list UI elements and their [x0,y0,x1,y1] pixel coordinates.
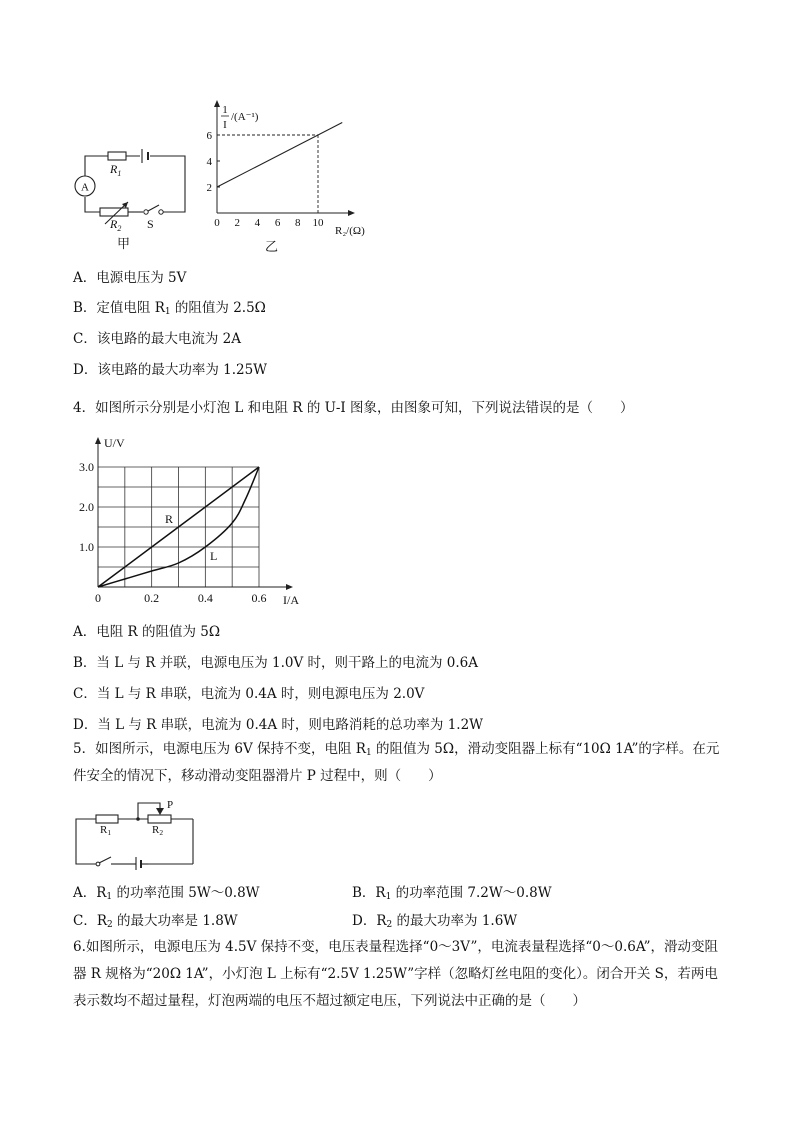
circuit-diagram-q5 [70,795,200,870]
y-label-unit: /(A⁻¹) [231,111,259,123]
q3-option-b: B．定值电阻 $R_1$ 的阻值为 2.5Ω [73,300,266,317]
y-tick-label: 4 [206,156,212,168]
x-axis-arrow-icon [348,210,355,216]
q4-stem: 4．如图所示分别是小灯泡 L 和电阻 R 的 U-I 图象，由图象可知，下列说法错误的是（ ） [73,400,634,416]
y-axis-arrow-icon [214,100,220,107]
series-label-r: R [165,512,174,526]
r2-label: R2 [152,824,164,837]
x-tick-label: 4 [254,217,261,229]
y-axis-arrow-icon [95,437,101,444]
q4-option-a: A．电阻 R 的阻值为 5Ω [73,624,221,640]
r1-label: $R_1$ [110,162,122,178]
ui-graph [70,432,315,612]
x-tick-label: 8 [295,217,301,229]
x-axis-label: R₂/(Ω) [335,225,365,237]
q3-option-c: C．该电路的最大电流为 2A [73,331,241,347]
data-line-series [217,123,342,187]
rheostat-r2 [148,815,171,823]
y-axis-label: U/V [104,436,125,450]
q4-option-b: B．当 L 与 R 并联，电源电压为 1.0V 时，则干路上的电流为 0.6A [73,655,479,671]
switch-contact [159,210,163,214]
slider-label-p: P [167,799,174,811]
q6-stem: 6.如图所示，电源电压为 4.5V 保持不变，电压表量程选择“0～3V”，电流表量程选择“0～0.6A”，滑动变阻器 R 规格为“20Ω 1A”，小灯泡 L 上标有“2.5V 1.25W”字样（忽略灯丝电阻的变化）。闭合开关 S，若两电表示数均不超过量程，灯泡两端的电压不超过额定电压，下列说法中正确的是（ ） [73,939,719,1009]
x-tick-label: 0 [95,591,101,605]
x-tick-label: 10 [312,217,324,229]
q5-stem: 5．如图所示，电源电压为 6V 保持不变，电阻 $R_1$ 的阻值为 5Ω，滑动变阻器上标有“10Ω 1A”的字样。在元件安全的情况下，移动滑动变阻器滑片 P 过程中，则（ ） [73,741,720,784]
y-tick-label: 3.0 [79,460,94,474]
q4-option-c: C．当 L 与 R 串联，电流为 0.4A 时，则电源电压为 2.0V [73,686,425,702]
x-tick-label: 0.2 [144,591,160,605]
switch-contact [144,210,148,214]
x-tick-label: 6 [274,217,281,229]
q5-option-b: B．$R_1$ 的功率范围 7.2W～0.8W [352,885,552,902]
resistor-r1 [96,815,118,823]
x-tick-label: 0.6 [251,591,267,605]
q3-option-a: A．电源电压为 5V [73,270,187,286]
y-label-denominator: I [223,119,227,131]
q5-option-d: D．$R_2$ 的最大功率为 1.6W [352,913,518,930]
r2-label: $R_2$ [110,217,122,233]
y-tick-label: 2 [206,182,212,194]
x-tick-label: 0 [214,217,220,229]
y-tick-label: 6 [206,130,212,142]
q5-option-c: C．$R_2$ 的最大功率是 1.8W [73,913,238,930]
y-label-numerator: 1 [222,104,228,116]
q4-option-d: D．当 L 与 R 串联，电流为 0.4A 时，则电路消耗的总功率为 1.2W [73,717,484,733]
x-axis-label: I/A [283,593,299,607]
resistor-r1 [108,152,126,160]
q3-option-d: D．该电路的最大功率为 1.25W [73,362,268,378]
y-tick-label: 2.0 [79,500,94,514]
y-tick-label: 1.0 [79,540,94,554]
graph-yi [195,95,395,255]
series-label-l: L [210,549,218,563]
x-tick-label: 0.4 [197,591,213,605]
figure-caption-jia: 甲 [117,236,131,251]
x-axis-arrow-icon [286,584,293,590]
switch-lever [99,857,111,863]
ammeter-label: A [81,181,89,194]
switch-label: S [147,217,154,231]
figure-caption-yi: 乙 [265,239,279,254]
r1-label: R1 [100,824,112,837]
switch-lever [148,205,159,211]
x-tick-label: 2 [234,217,240,229]
circuit-diagram-jia [70,140,195,255]
slider-arrow-icon [156,808,164,815]
q5-option-a: A．$R_1$ 的功率范围 5W～0.8W [73,885,260,902]
